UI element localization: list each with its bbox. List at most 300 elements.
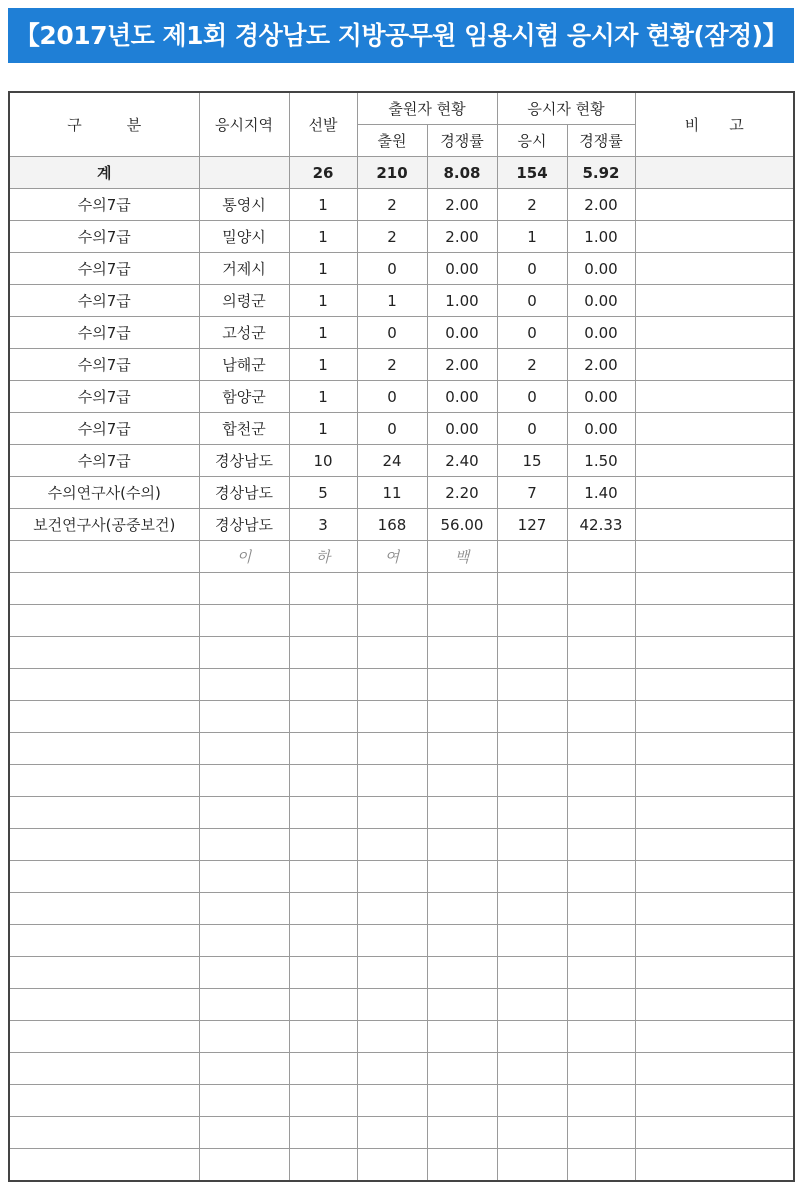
cell-empty — [289, 669, 357, 701]
cell-empty — [357, 797, 427, 829]
cell-empty — [357, 989, 427, 1021]
cell-remarks — [635, 381, 794, 413]
cell-region: 남해군 — [199, 349, 289, 381]
cell-applicants: 1 — [357, 285, 427, 317]
cell-selection: 1 — [289, 285, 357, 317]
empty-row — [9, 989, 794, 1021]
cell-selection: 3 — [289, 509, 357, 541]
cell-empty — [199, 957, 289, 989]
cell-empty — [497, 925, 567, 957]
cell-empty — [567, 1053, 635, 1085]
cell-takers: 2 — [497, 349, 567, 381]
cell-selection: 10 — [289, 445, 357, 477]
cell-empty — [427, 1053, 497, 1085]
cell-empty — [199, 1117, 289, 1149]
cell-empty — [427, 797, 497, 829]
cell-remarks — [635, 221, 794, 253]
cell-selection: 1 — [289, 381, 357, 413]
cell-empty — [289, 893, 357, 925]
cell-empty — [497, 1085, 567, 1117]
cell-region: 함양군 — [199, 381, 289, 413]
cell-category: 수의7급 — [9, 317, 199, 349]
cell-empty — [199, 605, 289, 637]
cell-empty — [9, 669, 199, 701]
header-takers-group: 응시자 현황 — [497, 92, 635, 125]
cell-applicants: 0 — [357, 413, 427, 445]
cell-empty — [357, 861, 427, 893]
cell-empty — [635, 1149, 794, 1182]
cell-remarks — [635, 285, 794, 317]
cell-empty — [427, 829, 497, 861]
empty-row — [9, 829, 794, 861]
cell-takers: 1 — [497, 221, 567, 253]
cell-empty — [289, 989, 357, 1021]
cell-region: 밀양시 — [199, 221, 289, 253]
cell-empty — [289, 1053, 357, 1085]
cell-takers: 127 — [497, 509, 567, 541]
cell-empty — [199, 989, 289, 1021]
cell-empty — [199, 733, 289, 765]
cell-empty — [497, 733, 567, 765]
cell-empty — [567, 893, 635, 925]
header-applicants-group: 출원자 현황 — [357, 92, 497, 125]
blank-note-char: 하 — [289, 541, 357, 573]
cell-empty — [357, 893, 427, 925]
cell-empty — [567, 765, 635, 797]
cell-remarks — [635, 445, 794, 477]
cell-empty — [427, 1117, 497, 1149]
cell-empty — [497, 861, 567, 893]
cell-empty — [427, 637, 497, 669]
cell-applicants: 2 — [357, 189, 427, 221]
cell-region: 경상남도 — [199, 477, 289, 509]
total-applicants-ratio: 8.08 — [427, 157, 497, 189]
cell-empty — [9, 957, 199, 989]
cell-selection: 1 — [289, 221, 357, 253]
cell-applicants: 0 — [357, 381, 427, 413]
cell-takers-ratio: 0.00 — [567, 381, 635, 413]
table-row — [9, 445, 794, 477]
cell-takers: 15 — [497, 445, 567, 477]
total-row — [9, 157, 794, 189]
cell-empty — [427, 701, 497, 733]
cell-empty — [497, 605, 567, 637]
cell-empty — [289, 861, 357, 893]
empty-row — [9, 1149, 794, 1182]
cell-empty — [9, 701, 199, 733]
cell-empty — [497, 1149, 567, 1182]
cell-empty — [199, 1085, 289, 1117]
cell-takers-ratio: 1.50 — [567, 445, 635, 477]
cell-empty — [199, 1053, 289, 1085]
total-remarks — [635, 157, 794, 189]
cell-takers-ratio: 0.00 — [567, 253, 635, 285]
cell-empty — [9, 1053, 199, 1085]
cell-empty — [567, 605, 635, 637]
empty-row — [9, 669, 794, 701]
cell-empty — [567, 573, 635, 605]
cell-empty — [635, 541, 794, 573]
cell-empty — [497, 541, 567, 573]
cell-takers: 2 — [497, 189, 567, 221]
cell-region: 합천군 — [199, 413, 289, 445]
cell-region: 거제시 — [199, 253, 289, 285]
cell-applicants-ratio: 2.00 — [427, 221, 497, 253]
cell-empty — [427, 765, 497, 797]
cell-empty — [9, 541, 199, 573]
table-row — [9, 349, 794, 381]
cell-applicants-ratio: 2.00 — [427, 189, 497, 221]
cell-empty — [199, 701, 289, 733]
cell-empty — [199, 1021, 289, 1053]
cell-empty — [427, 861, 497, 893]
cell-empty — [9, 1117, 199, 1149]
table-row — [9, 413, 794, 445]
cell-empty — [497, 893, 567, 925]
cell-category: 수의7급 — [9, 285, 199, 317]
cell-applicants: 11 — [357, 477, 427, 509]
cell-empty — [427, 669, 497, 701]
cell-category: 수의연구사(수의) — [9, 477, 199, 509]
cell-empty — [567, 733, 635, 765]
cell-remarks — [635, 349, 794, 381]
cell-empty — [199, 765, 289, 797]
cell-empty — [567, 957, 635, 989]
blank-note-char: 백 — [427, 541, 497, 573]
cell-empty — [635, 1117, 794, 1149]
cell-empty — [635, 925, 794, 957]
cell-empty — [199, 893, 289, 925]
cell-empty — [497, 637, 567, 669]
cell-empty — [9, 1021, 199, 1053]
cell-empty — [199, 925, 289, 957]
blank-note-row — [9, 541, 794, 573]
cell-empty — [357, 765, 427, 797]
cell-empty — [357, 637, 427, 669]
cell-applicants: 0 — [357, 253, 427, 285]
cell-empty — [289, 1117, 357, 1149]
cell-takers-ratio: 1.00 — [567, 221, 635, 253]
cell-applicants-ratio: 0.00 — [427, 413, 497, 445]
table-row — [9, 317, 794, 349]
cell-takers-ratio: 2.00 — [567, 349, 635, 381]
cell-empty — [427, 989, 497, 1021]
header-takers-ratio: 경쟁률 — [567, 125, 635, 157]
cell-empty — [567, 861, 635, 893]
cell-empty — [357, 1021, 427, 1053]
cell-empty — [567, 989, 635, 1021]
header-selection: 선발 — [289, 92, 357, 157]
cell-empty — [567, 1085, 635, 1117]
empty-row — [9, 861, 794, 893]
cell-takers-ratio: 0.00 — [567, 413, 635, 445]
cell-empty — [9, 733, 199, 765]
cell-takers: 0 — [497, 381, 567, 413]
empty-row — [9, 605, 794, 637]
table-body — [9, 157, 794, 1182]
cell-empty — [635, 1085, 794, 1117]
cell-empty — [635, 861, 794, 893]
applicant-status-table — [8, 91, 795, 1182]
cell-empty — [9, 605, 199, 637]
cell-empty — [635, 733, 794, 765]
total-takers: 154 — [497, 157, 567, 189]
cell-takers: 0 — [497, 253, 567, 285]
cell-empty — [635, 829, 794, 861]
cell-empty — [635, 765, 794, 797]
cell-empty — [289, 573, 357, 605]
cell-empty — [289, 797, 357, 829]
cell-empty — [567, 1149, 635, 1182]
cell-applicants: 24 — [357, 445, 427, 477]
cell-applicants: 2 — [357, 349, 427, 381]
empty-row — [9, 925, 794, 957]
cell-empty — [9, 893, 199, 925]
cell-applicants: 2 — [357, 221, 427, 253]
page-title: 【2017년도 제1회 경상남도 지방공무원 임용시험 응시자 현황(잠정)】 — [8, 8, 794, 63]
cell-empty — [357, 957, 427, 989]
cell-remarks — [635, 189, 794, 221]
cell-applicants: 168 — [357, 509, 427, 541]
cell-empty — [289, 1085, 357, 1117]
cell-selection: 1 — [289, 189, 357, 221]
cell-empty — [9, 989, 199, 1021]
cell-applicants-ratio: 2.40 — [427, 445, 497, 477]
cell-empty — [289, 637, 357, 669]
total-selection: 26 — [289, 157, 357, 189]
empty-row — [9, 701, 794, 733]
table-row — [9, 285, 794, 317]
cell-empty — [9, 829, 199, 861]
total-region — [199, 157, 289, 189]
total-takers-ratio: 5.92 — [567, 157, 635, 189]
cell-empty — [427, 573, 497, 605]
cell-empty — [635, 957, 794, 989]
cell-takers: 0 — [497, 317, 567, 349]
cell-empty — [497, 957, 567, 989]
cell-empty — [635, 637, 794, 669]
cell-selection: 5 — [289, 477, 357, 509]
cell-selection: 1 — [289, 349, 357, 381]
cell-empty — [357, 925, 427, 957]
cell-empty — [427, 605, 497, 637]
cell-empty — [357, 1053, 427, 1085]
cell-empty — [9, 765, 199, 797]
cell-remarks — [635, 317, 794, 349]
cell-empty — [357, 829, 427, 861]
cell-empty — [199, 861, 289, 893]
cell-empty — [497, 669, 567, 701]
cell-empty — [427, 1149, 497, 1182]
table-row — [9, 253, 794, 285]
table-row — [9, 477, 794, 509]
empty-row — [9, 733, 794, 765]
empty-row — [9, 1085, 794, 1117]
total-applicants: 210 — [357, 157, 427, 189]
cell-empty — [199, 637, 289, 669]
cell-empty — [9, 1149, 199, 1182]
cell-region: 의령군 — [199, 285, 289, 317]
table-row — [9, 221, 794, 253]
cell-applicants-ratio: 2.00 — [427, 349, 497, 381]
cell-takers: 0 — [497, 413, 567, 445]
cell-selection: 1 — [289, 413, 357, 445]
cell-empty — [635, 797, 794, 829]
cell-applicants: 0 — [357, 317, 427, 349]
cell-empty — [9, 925, 199, 957]
cell-empty — [635, 669, 794, 701]
empty-row — [9, 797, 794, 829]
cell-selection: 1 — [289, 317, 357, 349]
header-category: 구 분 — [9, 92, 199, 157]
header-applicants: 출원 — [357, 125, 427, 157]
header-region: 응시지역 — [199, 92, 289, 157]
cell-takers: 0 — [497, 285, 567, 317]
cell-empty — [635, 573, 794, 605]
cell-empty — [289, 1149, 357, 1182]
cell-empty — [9, 637, 199, 669]
cell-takers-ratio: 42.33 — [567, 509, 635, 541]
cell-takers-ratio: 0.00 — [567, 285, 635, 317]
empty-row — [9, 1021, 794, 1053]
cell-empty — [567, 637, 635, 669]
cell-empty — [289, 701, 357, 733]
cell-empty — [567, 1021, 635, 1053]
cell-empty — [289, 925, 357, 957]
cell-empty — [635, 701, 794, 733]
cell-empty — [497, 573, 567, 605]
cell-empty — [289, 957, 357, 989]
cell-category: 보건연구사(공중보건) — [9, 509, 199, 541]
cell-category: 수의7급 — [9, 349, 199, 381]
cell-empty — [9, 1085, 199, 1117]
cell-category: 수의7급 — [9, 381, 199, 413]
cell-empty — [635, 1021, 794, 1053]
cell-applicants-ratio: 56.00 — [427, 509, 497, 541]
cell-empty — [357, 573, 427, 605]
empty-row — [9, 1117, 794, 1149]
cell-region: 경상남도 — [199, 445, 289, 477]
total-label: 계 — [9, 157, 199, 189]
cell-empty — [9, 797, 199, 829]
cell-applicants-ratio: 1.00 — [427, 285, 497, 317]
empty-row — [9, 637, 794, 669]
header-applicants-ratio: 경쟁률 — [427, 125, 497, 157]
cell-empty — [427, 1021, 497, 1053]
cell-empty — [427, 1085, 497, 1117]
cell-empty — [199, 669, 289, 701]
cell-empty — [635, 989, 794, 1021]
table-row — [9, 381, 794, 413]
cell-category: 수의7급 — [9, 445, 199, 477]
cell-empty — [497, 1117, 567, 1149]
cell-empty — [497, 1021, 567, 1053]
cell-applicants-ratio: 0.00 — [427, 317, 497, 349]
cell-empty — [289, 829, 357, 861]
cell-category: 수의7급 — [9, 221, 199, 253]
empty-row — [9, 1053, 794, 1085]
cell-empty — [357, 1149, 427, 1182]
cell-empty — [567, 829, 635, 861]
cell-empty — [357, 1085, 427, 1117]
cell-takers: 7 — [497, 477, 567, 509]
cell-takers-ratio: 2.00 — [567, 189, 635, 221]
cell-empty — [635, 605, 794, 637]
cell-empty — [567, 797, 635, 829]
cell-empty — [567, 925, 635, 957]
blank-note-char: 이 — [199, 541, 289, 573]
empty-row — [9, 765, 794, 797]
cell-empty — [635, 893, 794, 925]
cell-empty — [357, 605, 427, 637]
cell-empty — [357, 733, 427, 765]
table-row — [9, 509, 794, 541]
cell-empty — [567, 541, 635, 573]
cell-empty — [427, 893, 497, 925]
cell-region: 통영시 — [199, 189, 289, 221]
cell-empty — [357, 701, 427, 733]
cell-category: 수의7급 — [9, 253, 199, 285]
cell-empty — [497, 1053, 567, 1085]
cell-category: 수의7급 — [9, 189, 199, 221]
cell-empty — [289, 1021, 357, 1053]
header-remarks: 비 고 — [635, 92, 794, 157]
cell-empty — [289, 605, 357, 637]
cell-empty — [199, 1149, 289, 1182]
cell-empty — [199, 573, 289, 605]
cell-empty — [427, 925, 497, 957]
cell-remarks — [635, 253, 794, 285]
cell-empty — [357, 1117, 427, 1149]
cell-empty — [497, 829, 567, 861]
blank-note-char: 여 — [357, 541, 427, 573]
cell-empty — [497, 989, 567, 1021]
cell-remarks — [635, 477, 794, 509]
cell-empty — [427, 957, 497, 989]
empty-row — [9, 573, 794, 605]
cell-empty — [357, 669, 427, 701]
cell-remarks — [635, 413, 794, 445]
cell-empty — [9, 861, 199, 893]
cell-empty — [199, 797, 289, 829]
cell-empty — [497, 765, 567, 797]
cell-empty — [427, 733, 497, 765]
cell-empty — [289, 765, 357, 797]
cell-empty — [289, 733, 357, 765]
cell-takers-ratio: 1.40 — [567, 477, 635, 509]
cell-region: 경상남도 — [199, 509, 289, 541]
cell-empty — [635, 1053, 794, 1085]
table-row — [9, 189, 794, 221]
cell-selection: 1 — [289, 253, 357, 285]
cell-remarks — [635, 509, 794, 541]
cell-takers-ratio: 0.00 — [567, 317, 635, 349]
cell-empty — [567, 701, 635, 733]
cell-applicants-ratio: 2.20 — [427, 477, 497, 509]
cell-empty — [567, 669, 635, 701]
header-takers: 응시 — [497, 125, 567, 157]
cell-empty — [567, 1117, 635, 1149]
cell-empty — [497, 797, 567, 829]
cell-applicants-ratio: 0.00 — [427, 253, 497, 285]
cell-region: 고성군 — [199, 317, 289, 349]
empty-row — [9, 893, 794, 925]
cell-category: 수의7급 — [9, 413, 199, 445]
cell-empty — [199, 829, 289, 861]
cell-empty — [9, 573, 199, 605]
cell-applicants-ratio: 0.00 — [427, 381, 497, 413]
cell-empty — [497, 701, 567, 733]
